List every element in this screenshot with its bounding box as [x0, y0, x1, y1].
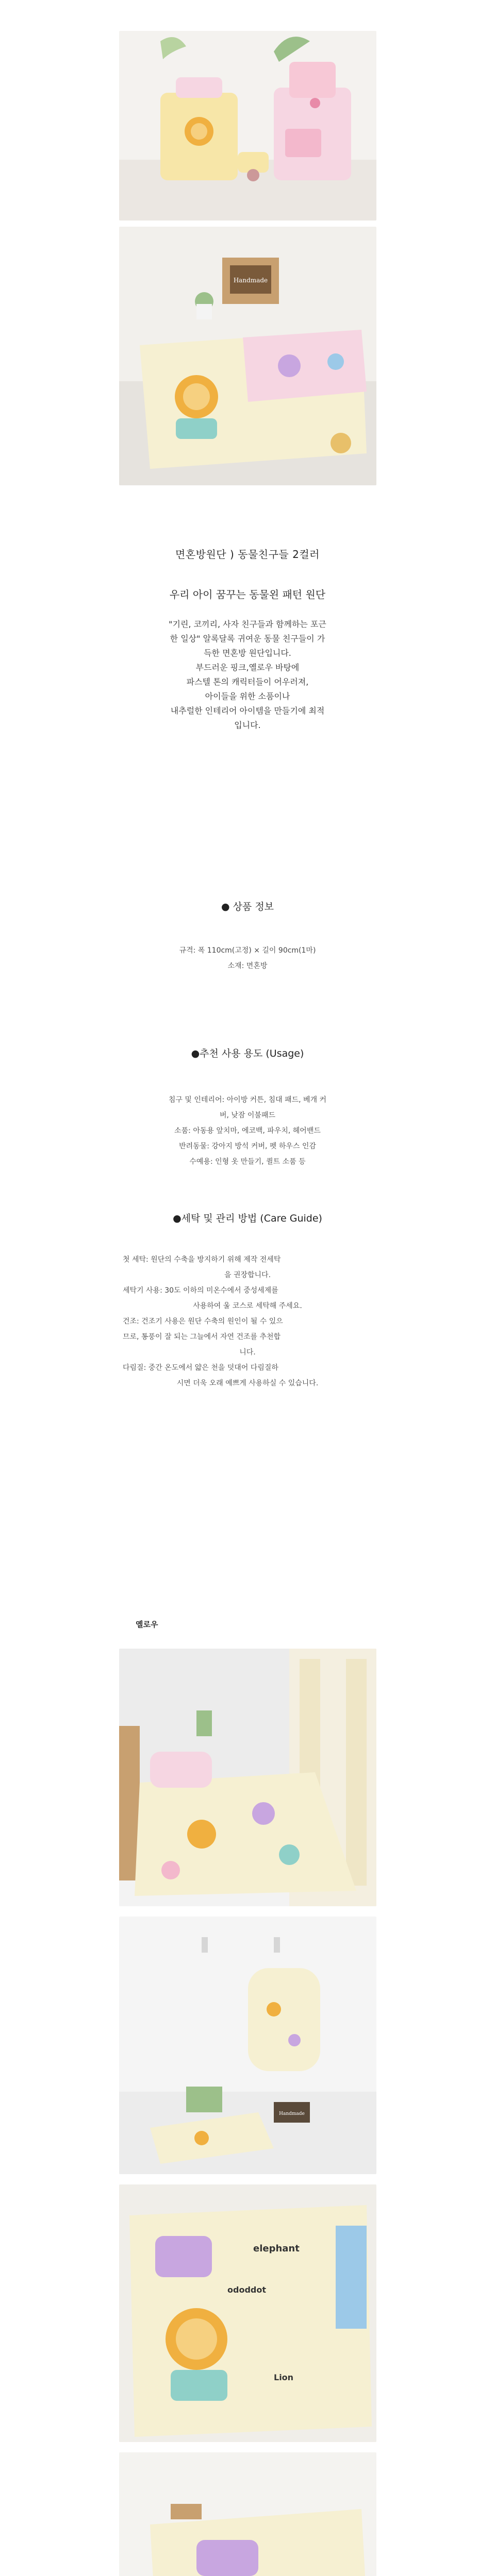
- spec-line: 소재: 면혼방: [227, 962, 268, 970]
- product-photo-folded-fabric: [119, 227, 376, 485]
- product-title: 면혼방원단 ) 동물친구들 2컬러: [175, 548, 320, 561]
- lion-text: Lion: [274, 2372, 294, 2382]
- usage-line: 침구 및 인테리어: 아이방 커튼, 침대 패드, 베개 커: [168, 1096, 327, 1104]
- care-line: 세탁기 사용: 30도 이하의 미온수에서 중성세제를: [123, 1286, 278, 1295]
- handmade-sign-text: Handmade: [233, 277, 268, 284]
- product-subtitle: 우리 아이 꿈꾸는 동물왼 패턴 원단: [169, 588, 326, 601]
- spec-line: 규격: 폭 110cm(고정) × 길이 90cm(1마): [179, 946, 316, 955]
- intro-line: 파스텔 톤의 캐릭터들이 어우러져,: [186, 677, 309, 687]
- intro-line: 내추럴한 인테리어 아이템을 만들기에 최적: [170, 706, 325, 716]
- ododdot-text: ododdot: [227, 2285, 266, 2295]
- care-heading: ●세탁 및 관리 방법 (Care Guide): [173, 1213, 322, 1224]
- care-list: [123, 1252, 372, 1391]
- usage-line: 소품: 아동용 앞치마, 에코백, 파우치, 헤어밴드: [174, 1127, 321, 1135]
- product-photo-closeup: [119, 2184, 376, 2442]
- usage-line: 수예용: 인형 옷 만들기, 퀼트 소품 등: [189, 1158, 306, 1166]
- elephant-text: elephant: [253, 2243, 300, 2254]
- care-line: 첫 세탁: 원단의 수축을 방지하기 위해 제작 전세탁: [123, 1256, 281, 1264]
- intro-line: 득한 면혼방 원단입니다.: [204, 648, 291, 658]
- spec-list: [124, 943, 371, 974]
- intro-line: 한 일상" 알록달록 귀여운 동물 친구들이 가: [170, 634, 325, 643]
- usage-heading: ●추천 사용 용도 (Usage): [191, 1048, 304, 1059]
- product-photo-aprons: [119, 31, 376, 221]
- handmade-tag-text: Handmade: [279, 2111, 305, 2116]
- usage-list: [124, 1092, 371, 1170]
- care-line: 시면 더욱 오래 예쁘게 사용하실 수 있습니다.: [176, 1379, 319, 1387]
- color-label-yellow: 옐로우: [136, 1620, 158, 1629]
- care-line: 건조: 건조기 사용은 원단 수축의 원인이 될 수 있으: [123, 1317, 283, 1326]
- care-line: 니다.: [239, 1348, 256, 1357]
- care-line: 을 권장합니다.: [224, 1271, 271, 1279]
- spec-heading: ● 상품 정보: [221, 901, 274, 912]
- care-line: 사용하여 울 코스로 세탁해 주세요.: [193, 1302, 302, 1310]
- intro-line: 부드러운 핑크,옐로우 바탕에: [195, 663, 300, 672]
- product-intro: [144, 617, 351, 733]
- product-photo-clip: [119, 2452, 376, 2576]
- care-line: 므로, 통풍이 잘 되는 그늘에서 자연 건조를 추천합: [123, 1333, 281, 1341]
- usage-line: 반려동물: 강아지 방석 커버, 펫 하우스 인감: [179, 1142, 316, 1150]
- product-photo-bedroom: [119, 1649, 376, 1906]
- intro-line: 아이들을 위한 소품이나: [205, 691, 290, 701]
- intro-line: "기린, 코끼리, 사자 친구들과 함께하는 포근: [169, 619, 326, 629]
- product-photo-backpack: [119, 1917, 376, 2174]
- intro-line: 입니다.: [234, 720, 261, 730]
- care-line: 다림질: 중간 온도에서 얇은 천을 덧대어 다림질하: [123, 1364, 278, 1372]
- usage-line: 버, 낮잠 이불패드: [219, 1111, 276, 1120]
